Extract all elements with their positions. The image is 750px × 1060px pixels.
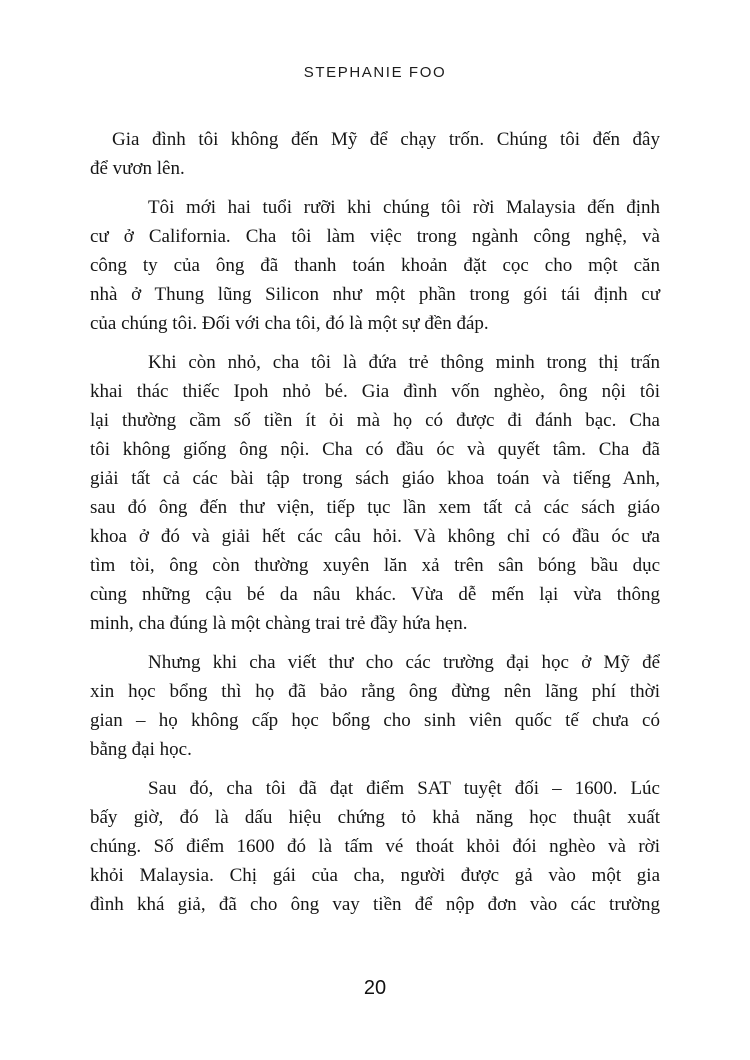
text-line: giải tất cả các bài tập trong sách giáo khoa toán và tiếng Anh, xyxy=(90,468,660,489)
text-line: Tôi mới hai tuổi rưỡi khi chúng tôi rời Malaysia đến định xyxy=(148,197,660,218)
text-line: minh, cha đúng là một chàng trai trẻ đầy hứa hẹn. xyxy=(90,613,468,634)
paragraph xyxy=(90,125,660,183)
text-line: chúng. Số điểm 1600 đó là tấm vé thoát khỏi đói nghèo và rời xyxy=(90,836,660,857)
text-line: Khi còn nhỏ, cha tôi là đứa trẻ thông minh trong thị trấn xyxy=(148,352,660,373)
paragraph xyxy=(90,348,660,638)
text-line: tìm tòi, ông còn thường xuyên lăn xả trên sân bóng bầu dục xyxy=(90,555,660,576)
text-line: bằng đại học. xyxy=(90,739,192,760)
paragraph xyxy=(90,774,660,919)
paragraph xyxy=(90,648,660,764)
text-line: của chúng tôi. Đối với cha tôi, đó là một sự đền đáp. xyxy=(90,313,489,334)
text-line: Sau đó, cha tôi đã đạt điểm SAT tuyệt đối – 1600. Lúc xyxy=(148,778,660,799)
page-number: 20 xyxy=(363,977,387,999)
text-line: lại thường cầm số tiền ít ỏi mà họ có được đi đánh bạc. Cha xyxy=(90,410,660,431)
text-line: Gia đình tôi không đến Mỹ để chạy trốn. Chúng tôi đến đây xyxy=(112,129,660,150)
text-line: tôi không giống ông nội. Cha có đầu óc và quyết tâm. Cha đã xyxy=(90,439,660,460)
text-line: để vươn lên. xyxy=(90,158,185,179)
body-text xyxy=(90,125,660,919)
text-line: công ty của ông đã thanh toán khoản đặt cọc cho một căn xyxy=(90,255,660,276)
running-header: STEPHANIE FOO xyxy=(303,64,447,81)
text-line: cư ở California. Cha tôi làm việc trong ngành công nghệ, và xyxy=(90,226,660,247)
text-line: khoa ở đó và giải hết các câu hỏi. Và không chỉ có đầu óc ưa xyxy=(90,526,660,547)
text-line: sau đó ông đến thư viện, tiếp tục lần xem tất cả các sách giáo xyxy=(90,497,660,518)
text-line: gian – họ không cấp học bổng cho sinh viên quốc tế chưa có xyxy=(90,710,660,731)
text-line: đình khá giả, đã cho ông vay tiền để nộp đơn vào các trường xyxy=(90,894,660,915)
text-line: Nhưng khi cha viết thư cho các trường đại học ở Mỹ để xyxy=(148,652,660,673)
paragraph xyxy=(90,193,660,338)
text-line: cùng những cậu bé da nâu khác. Vừa dễ mến lại vừa thông xyxy=(90,584,660,605)
text-line: nhà ở Thung lũng Silicon như một phần trong gói tái định cư xyxy=(90,284,660,305)
text-line: xin học bổng thì họ đã bảo rằng ông đừng nên lãng phí thời xyxy=(90,681,660,702)
text-line: khai thác thiếc Ipoh nhỏ bé. Gia đình vốn nghèo, ông nội tôi xyxy=(90,381,660,402)
text-line: khỏi Malaysia. Chị gái của cha, người được gả vào một gia xyxy=(90,865,660,886)
text-line: bấy giờ, đó là dấu hiệu chứng tỏ khả năng học thuật xuất xyxy=(90,807,660,828)
